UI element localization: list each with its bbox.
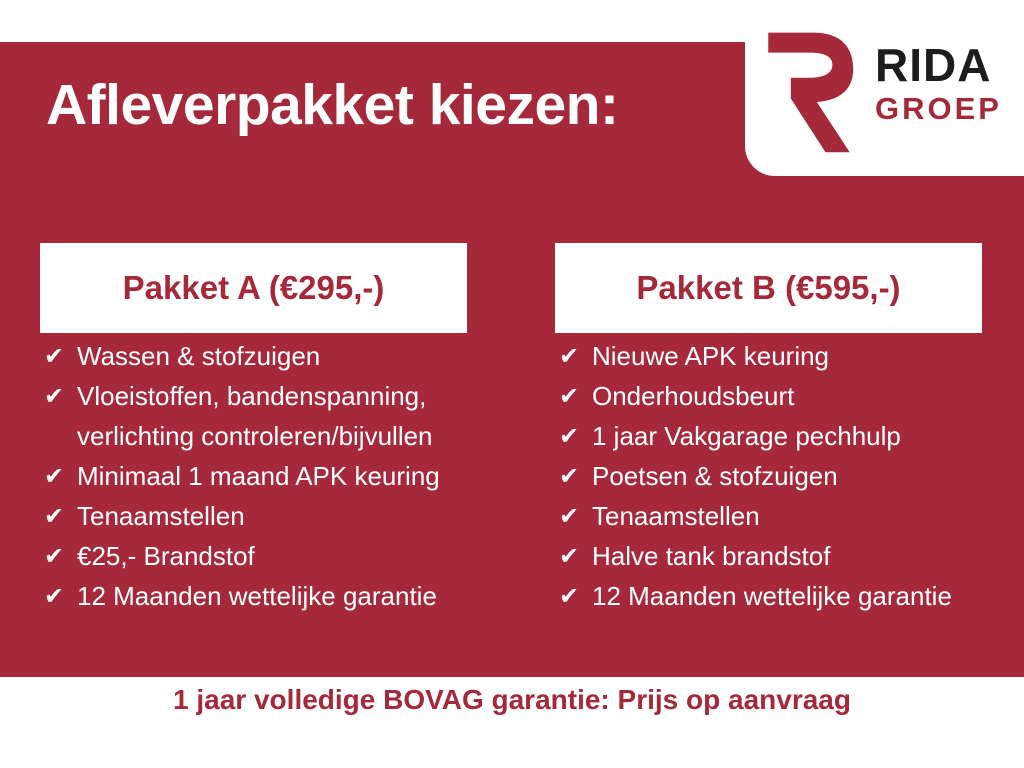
package-a <box>40 243 467 616</box>
footer-note: 1 jaar volledige BOVAG garantie: Prijs op aanvraag <box>173 684 851 715</box>
list-item <box>40 336 467 376</box>
list-item-text: 12 Maanden wettelijke garantie <box>77 581 437 611</box>
list-item-text: Vloeistoffen, bandenspanning, verlichting controleren/bijvullen <box>77 381 433 451</box>
rida-r-logo-icon <box>761 24 857 154</box>
page-title: Afleverpakket kiezen: <box>46 73 619 137</box>
list-item <box>555 416 982 456</box>
check-icon: ✔ <box>44 462 65 490</box>
list-item <box>555 336 982 376</box>
list-item-text: Tenaamstellen <box>77 501 245 531</box>
list-item-text: Poetsen & stofzuigen <box>592 461 838 491</box>
logo <box>745 0 1024 176</box>
list-item <box>40 496 467 536</box>
list-item <box>40 576 467 616</box>
check-icon: ✔ <box>44 342 65 370</box>
logo-text <box>875 39 1002 126</box>
check-icon: ✔ <box>559 542 580 570</box>
list-item-text: Tenaamstellen <box>592 501 760 531</box>
package-b <box>555 243 982 616</box>
package-b-list <box>555 336 982 616</box>
list-item-text: 1 jaar Vakgarage pechhulp <box>592 421 901 451</box>
list-item <box>555 496 982 536</box>
check-icon: ✔ <box>44 582 65 610</box>
package-b-title: Pakket B (€595,-) <box>636 269 901 306</box>
list-item <box>555 576 982 616</box>
list-item-text: Onderhoudsbeurt <box>592 381 795 411</box>
check-icon: ✔ <box>44 542 65 570</box>
check-icon: ✔ <box>44 502 65 530</box>
list-item <box>40 536 467 576</box>
list-item-text: Nieuwe APK keuring <box>592 341 830 371</box>
package-b-header <box>555 243 982 333</box>
check-icon: ✔ <box>44 382 65 410</box>
list-item <box>40 456 467 496</box>
check-icon: ✔ <box>559 582 580 610</box>
package-a-title: Pakket A (€295,-) <box>122 269 385 306</box>
list-item <box>555 456 982 496</box>
list-item-text: Wassen & stofzuigen <box>77 341 321 371</box>
check-icon: ✔ <box>559 462 580 490</box>
check-icon: ✔ <box>559 502 580 530</box>
package-a-header <box>40 243 467 333</box>
list-item-text: €25,- Brandstof <box>77 541 255 571</box>
logo-sub-text: GROEP <box>875 91 1002 126</box>
list-item-text: Halve tank brandstof <box>592 541 831 571</box>
list-item <box>555 376 982 416</box>
list-item <box>40 376 467 456</box>
check-icon: ✔ <box>559 422 580 450</box>
list-item <box>555 536 982 576</box>
list-item-text: 12 Maanden wettelijke garantie <box>592 581 952 611</box>
logo-brand-text: RIDA <box>875 39 992 91</box>
check-icon: ✔ <box>559 342 580 370</box>
check-icon: ✔ <box>559 382 580 410</box>
list-item-text: Minimaal 1 maand APK keuring <box>77 461 440 491</box>
package-a-list <box>40 336 467 616</box>
